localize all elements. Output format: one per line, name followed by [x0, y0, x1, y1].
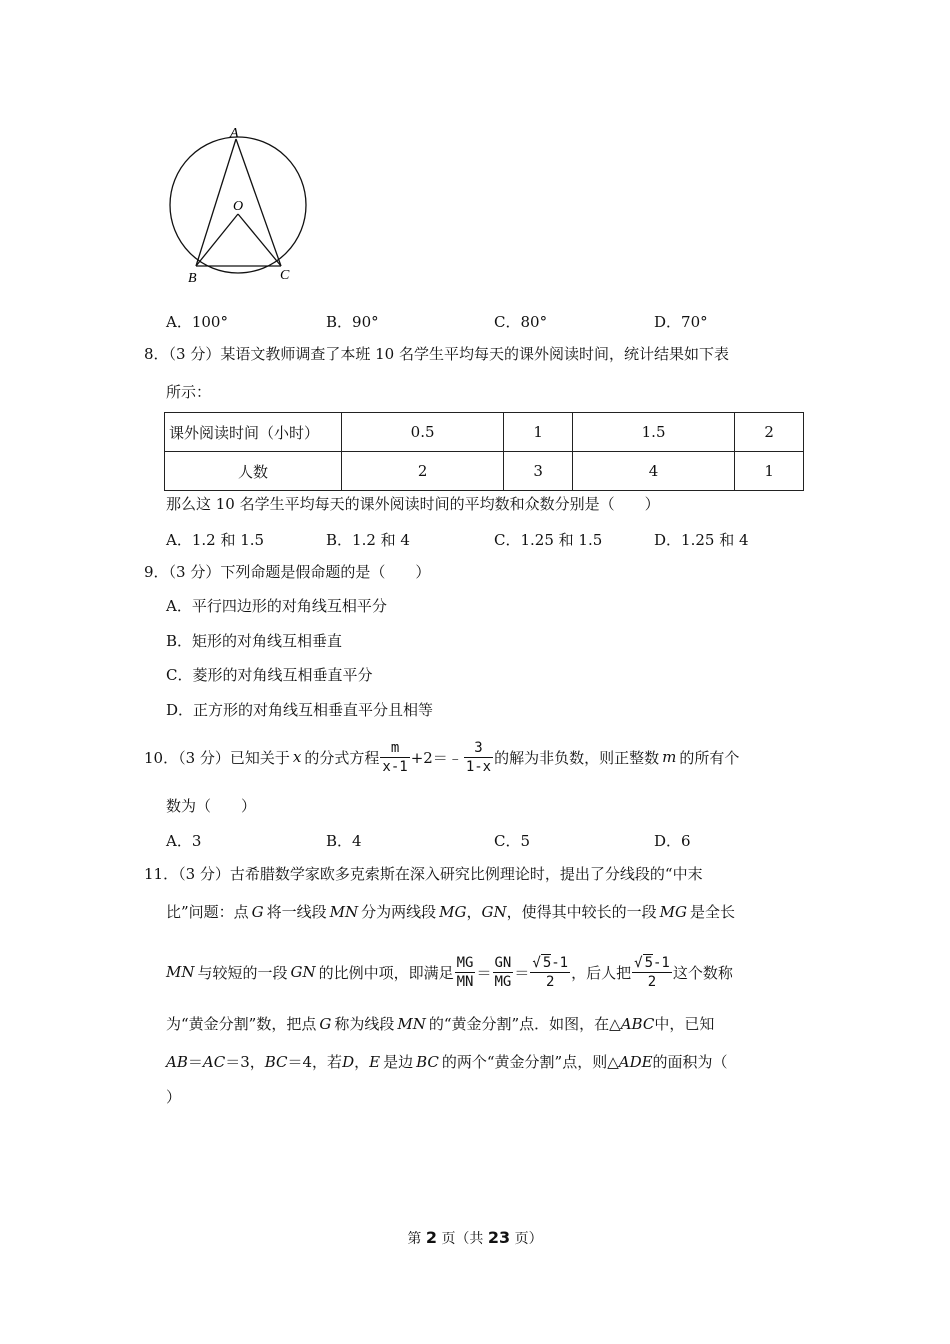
equals-sign: ＝ — [476, 963, 492, 982]
q8-stem-line2: 所示： — [166, 383, 212, 401]
var-mg: MG — [659, 903, 687, 921]
text: 与较短的一段 — [197, 963, 288, 982]
q10-var-m: m — [662, 748, 677, 766]
var-mn: MN — [397, 1015, 426, 1033]
q11-stem-line3 — [166, 950, 733, 994]
segment-ab — [196, 139, 236, 266]
table-row — [165, 452, 804, 491]
equals-sign: ＝ — [514, 963, 530, 982]
text: ， — [354, 1053, 370, 1071]
table-cell: 2 — [735, 413, 804, 452]
q9-option-c: C．菱形的对角线互相垂直平分 — [166, 666, 373, 684]
fraction-gn-over-mg — [493, 954, 514, 991]
table-cell: 1 — [504, 413, 573, 452]
fraction-numerator: GN — [494, 954, 512, 971]
q11-stem-line4 — [166, 1014, 714, 1034]
text: 的“黄金分割”点．如图，在△ — [428, 1015, 621, 1033]
fraction-denominator: MG — [494, 973, 512, 990]
var-d: D — [342, 1053, 355, 1071]
q11-stem-line2 — [166, 902, 735, 922]
q10-option-b: B．4 — [326, 832, 362, 850]
q8-question: 那么这 10 名学生平均每天的课外阅读时间的平均数和众数分别是（ ） — [166, 495, 660, 513]
q8-option-d: D．1.25 和 4 — [654, 531, 749, 549]
circle-triangle-figure — [160, 122, 310, 290]
label-a: A — [230, 126, 239, 141]
q8-option-c: C．1.25 和 1.5 — [494, 531, 603, 549]
q7-option-b: B．90° — [326, 313, 379, 331]
text: 这个数称 — [672, 963, 733, 982]
text: ＝ — [187, 1053, 203, 1071]
fraction-golden-ratio — [530, 954, 570, 991]
var-abc: ABC — [620, 1015, 655, 1033]
text: ，使得其中较长的一段 — [506, 903, 657, 921]
text: 的比例中项，即满足 — [318, 963, 454, 982]
var-ade: ADE — [618, 1053, 653, 1071]
q10-option-c: C．5 — [494, 832, 531, 850]
text: 是全长 — [690, 903, 736, 921]
var-mn: MN — [329, 903, 359, 921]
fraction-denominator: MN — [456, 973, 474, 990]
q8-option-a: A．1.2 和 1.5 — [166, 531, 265, 549]
q7-option-d: D．70° — [654, 313, 708, 331]
var-ab: AB — [166, 1053, 188, 1071]
fraction-numerator: √ 5-1 — [532, 954, 569, 971]
text: 为“黄金分割”数，把点 — [166, 1015, 317, 1033]
q10-option-a: A．3 — [166, 832, 202, 850]
q10-suffix: 的解为非负数，则正整数 — [494, 748, 660, 767]
q9-option-b: B．矩形的对角线互相垂直 — [166, 632, 343, 650]
fraction-denominator: 2 — [546, 973, 555, 990]
text: 第 — [407, 1231, 422, 1247]
table-cell: 3 — [504, 452, 573, 491]
var-e: E — [369, 1053, 381, 1071]
table-cell: 人数 — [165, 452, 342, 491]
page-total: 23 — [487, 1228, 511, 1247]
table-cell: 课外阅读时间（小时） — [165, 413, 342, 452]
reading-time-table — [164, 412, 804, 491]
var-g: G — [251, 903, 264, 921]
fraction-numerator: MG — [456, 954, 474, 971]
var-bc: BC — [416, 1053, 439, 1071]
q9-option-a: A．平行四边形的对角线互相平分 — [166, 597, 387, 615]
text: 称为线段 — [334, 1015, 395, 1033]
radicand: 5 — [644, 954, 653, 971]
q10-stem-line1 — [144, 735, 739, 779]
var-mg: MG — [439, 903, 467, 921]
text: 页（共 — [441, 1231, 484, 1247]
text: 比”问题：点 — [166, 903, 249, 921]
label-c: C — [280, 268, 290, 283]
fraction-numerator: √ 5-1 — [634, 954, 670, 971]
text: ＝4，若 — [287, 1053, 343, 1071]
table-cell: 0.5 — [342, 413, 504, 452]
text: ， — [466, 903, 482, 921]
q10-plus: +2＝﹣ — [410, 748, 463, 767]
table-cell: 4 — [572, 452, 734, 491]
q10-fraction-3-over-1-x — [464, 739, 493, 776]
var-bc: BC — [264, 1053, 288, 1071]
q10-prefix: 10．（3 分）已知关于 — [144, 748, 290, 767]
text: ＝3， — [225, 1053, 265, 1071]
text: 是边 — [383, 1053, 414, 1071]
text: ，后人把 — [571, 963, 632, 982]
label-o: O — [233, 199, 244, 214]
minus-one: -1 — [551, 954, 569, 971]
q11-stem-line5 — [166, 1052, 728, 1072]
fraction-denominator: x-1 — [382, 758, 408, 775]
q9-stem: 9．（3 分）下列命题是假命题的是（ ） — [144, 563, 431, 581]
table-cell: 1.5 — [572, 413, 734, 452]
page-footer — [0, 1228, 950, 1248]
radicand: 5 — [542, 954, 552, 971]
minus-one: -1 — [653, 954, 670, 971]
fraction-denominator: 2 — [647, 973, 657, 990]
q8-stem-line1: 8．（3 分）某语文教师调查了本班 10 名学生平均每天的课外阅读时间，统计结果如下表 — [144, 345, 729, 363]
q10-option-d: D．6 — [654, 832, 691, 850]
fraction-golden-ratio-2 — [632, 954, 672, 991]
fraction-denominator: 1-x — [465, 758, 492, 775]
fraction-numerator: m — [380, 739, 409, 758]
var-gn: GN — [290, 963, 316, 981]
fraction-mg-over-mn — [455, 954, 476, 991]
table-cell: 1 — [735, 452, 804, 491]
q9-option-d: D．正方形的对角线互相垂直平分且相等 — [166, 701, 434, 719]
var-mn: MN — [166, 963, 195, 981]
text: 页） — [514, 1231, 543, 1247]
text: 分为两线段 — [361, 903, 437, 921]
table-cell: 2 — [342, 452, 504, 491]
var-gn: GN — [481, 903, 507, 921]
segment-ob — [196, 214, 238, 266]
table-row — [165, 413, 804, 452]
q10-fraction-m-over-x-1 — [380, 739, 409, 776]
var-g: G — [319, 1015, 332, 1033]
segment-oc — [238, 214, 281, 266]
q10-var-x: x — [292, 748, 302, 766]
text: 的面积为（ — [652, 1053, 728, 1071]
q8-option-b: B．1.2 和 4 — [326, 531, 410, 549]
fraction-numerator: 3 — [464, 739, 493, 758]
q11-stem-line6: ） — [166, 1088, 182, 1106]
q10-mid: 的分式方程 — [304, 748, 380, 767]
page-number: 2 — [425, 1228, 437, 1247]
q7-option-a: A．100° — [166, 313, 228, 331]
q10-end: 的所有个 — [679, 748, 740, 767]
q7-option-c: C．80° — [494, 313, 548, 331]
q10-stem-line2: 数为（ ） — [166, 797, 257, 815]
text: 的两个“黄金分割”点，则△ — [441, 1053, 619, 1071]
label-b: B — [188, 271, 197, 286]
text: 将一线段 — [266, 903, 327, 921]
q11-stem-line1: 11．（3 分）古希腊数学家欧多克索斯在深入研究比例理论时，提出了分线段的“中末 — [144, 865, 703, 883]
var-ac: AC — [202, 1053, 226, 1071]
text: 中，已知 — [654, 1015, 715, 1033]
